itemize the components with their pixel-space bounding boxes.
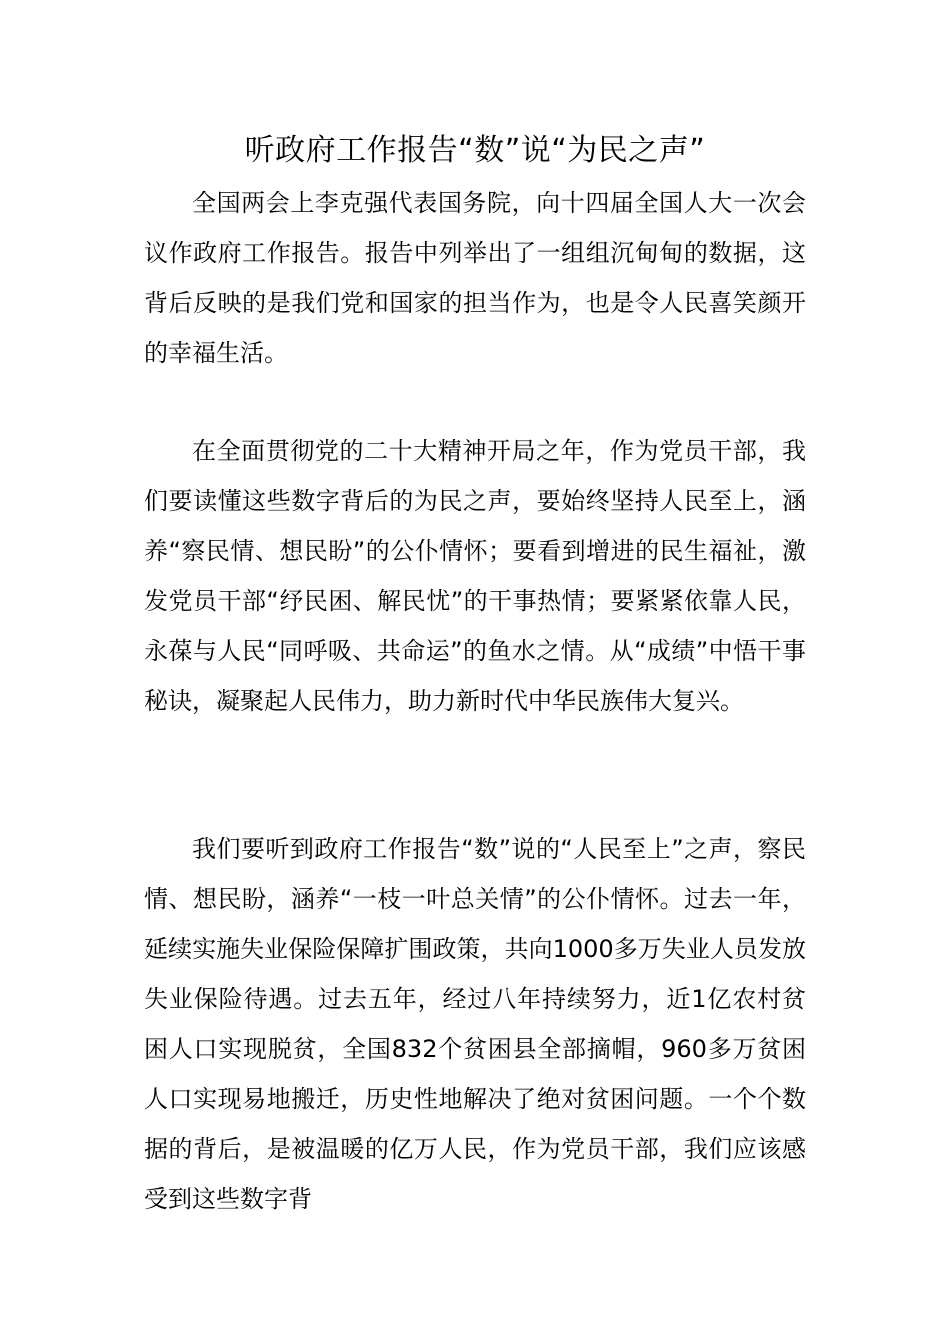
paragraph-2: 在全面贯彻党的二十大精神开局之年，作为党员干部，我们要读懂这些数字背后的为民之声，要始终坚持人民至上，涵养“察民情、想民盼”的公仆情怀；要看到增进的民生福祉，激发党员干部“纾民困、解民忧”的干事热情；要紧紧依靠人民，永葆与人民“同呼吸、共命运”的鱼水之情。从“成绩”中悟干事秘诀，凝聚起人民伟力，助力新时代中华民族伟大复兴。 xyxy=(144,437,806,715)
paragraph-3: 我们要听到政府工作报告“数”说的“人民至上”之声，察民情、想民盼，涵养“一枝一叶总关情”的公仆情怀。过去一年，延续实施失业保险保障扩围政策，共向1000多万失业人员发放失业保险待遇。过去五年，经过八年持续努力，近1亿农村贫困人口实现脱贫，全国832个贫困县全部摘帽，960多万贫困人口实现易地搬迁，历史性地解决了绝对贫困问题。一个个数据的背后，是被温暖的亿万人民，作为党员干部，我们应该感受到这些数字背 xyxy=(144,835,806,1213)
document-title: 听政府工作报告“数”说“为民之声” xyxy=(244,133,706,168)
paragraph-1: 全国两会上李克强代表国务院，向十四届全国人大一次会议作政府工作报告。报告中列举出了一组组沉甸甸的数据，这背后反映的是我们党和国家的担当作为，也是令人民喜笑颜开的幸福生活。 xyxy=(144,189,806,367)
